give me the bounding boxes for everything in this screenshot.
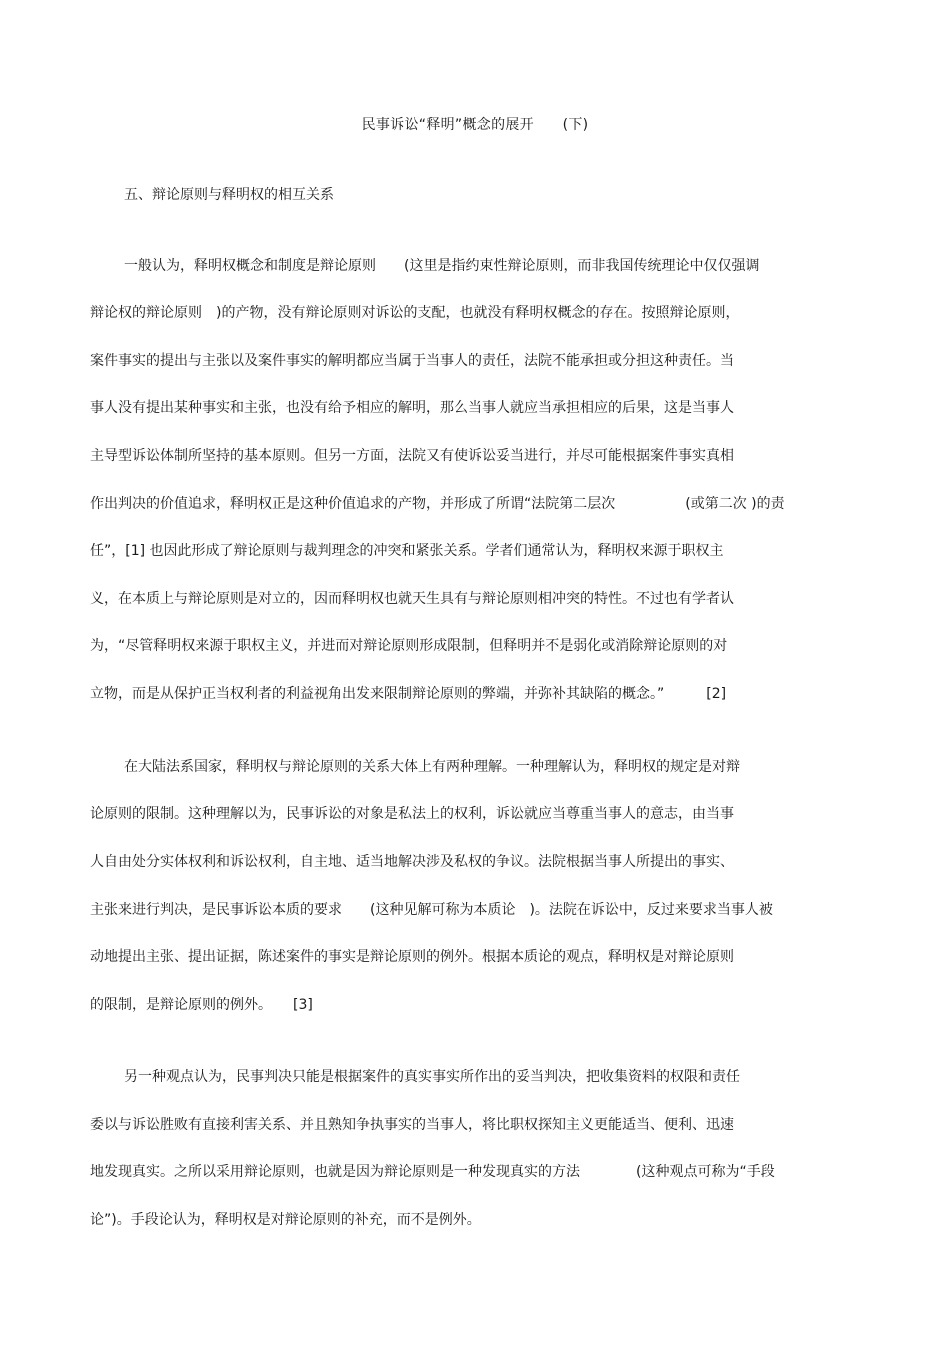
paragraph-1-line-9: 为，“尽管释明权来源于职权主义，并进而对辩论原则形成限制，但释明并不是弱化或消除辩论原则的对: [90, 638, 728, 654]
paragraph-1-line-10: 立物，而是从保护正当权利者的利益视角出发来限制辩论原则的弊端，并弥补其缺陷的概念。” [2]: [90, 686, 727, 702]
paragraph-1-line-2: 辩论权的辩论原则 )的产物，没有辩论原则对诉讼的支配，也就没有释明权概念的存在。按照辩论原则，: [90, 305, 740, 321]
paragraph-2-line-3: 人自由处分实体权利和诉讼权利，自主地、适当地解决涉及私权的争议。法院根据当事人所提出的事实、: [90, 854, 734, 870]
paragraph-3-line-4: 论”)。手段论认为，释明权是对辩论原则的补充，而不是例外。: [90, 1212, 481, 1228]
document-title: 民事诉讼“释明”概念的展开 (下): [361, 117, 589, 133]
paragraph-2-line-6: 的限制，是辩论原则的例外。 [3]: [90, 997, 313, 1013]
paragraph-1-line-7: 任”，[1] 也因此形成了辩论原则与裁判理念的冲突和紧张关系。学者们通常认为，释明权来源于职权主: [90, 543, 724, 559]
paragraph-1-line-3: 案件事实的提出与主张以及案件事实的解明都应当属于当事人的责任，法院不能承担或分担这种责任。当: [90, 353, 734, 369]
paragraph-2-line-1: 在大陆法系国家，释明权与辩论原则的关系大体上有两种理解。一种理解认为，释明权的规定是对辩: [124, 759, 740, 775]
paragraph-3-line-2: 委以与诉讼胜败有直接利害关系、并且熟知争执事实的当事人，将比职权探知主义更能适当、便利、迅速: [90, 1117, 734, 1133]
paragraph-2-line-2: 论原则的限制。这种理解以为，民事诉讼的对象是私法上的权利，诉讼就应当尊重当事人的意志，由当事: [90, 806, 734, 822]
paragraph-1-line-8: 义，在本质上与辩论原则是对立的，因而释明权也就天生具有与辩论原则相冲突的特性。不过也有学者认: [90, 591, 734, 607]
paragraph-2-line-5: 动地提出主张、提出证据，陈述案件的事实是辩论原则的例外。根据本质论的观点，释明权是对辩论原则: [90, 949, 734, 965]
paragraph-1-line-1: 一般认为，释明权概念和制度是辩论原则 (这里是指约束性辩论原则，而非我国传统理论中仅仅强调: [124, 258, 760, 274]
paragraph-3-line-1: 另一种观点认为，民事判决只能是根据案件的真实事实所作出的妥当判决，把收集资料的权限和责任: [124, 1069, 740, 1085]
section-heading: 五、辩论原则与释明权的相互关系: [124, 187, 334, 203]
paragraph-3-line-3: 地发现真实。之所以采用辩论原则，也就是因为辩论原则是一种发现真实的方法 (这种观点可称为“手段: [90, 1164, 775, 1180]
paragraph-1-line-4: 事人没有提出某种事实和主张，也没有给予相应的解明，那么当事人就应当承担相应的后果，这是当事人: [90, 400, 734, 416]
paragraph-2-line-4: 主张来进行判决，是民事诉讼本质的要求 (这种见解可称为本质论 )。法院在诉讼中，反过来要求当事人被: [90, 902, 773, 918]
paragraph-1-line-6: 作出判决的价值追求，释明权正是这种价值追求的产物，并形成了所谓“法院第二层次 (或第二次 )的责: [90, 496, 785, 512]
paragraph-1-line-5: 主导型诉讼体制所坚持的基本原则。但另一方面，法院又有使诉讼妥当进行，并尽可能根据案件事实真相: [90, 448, 734, 464]
